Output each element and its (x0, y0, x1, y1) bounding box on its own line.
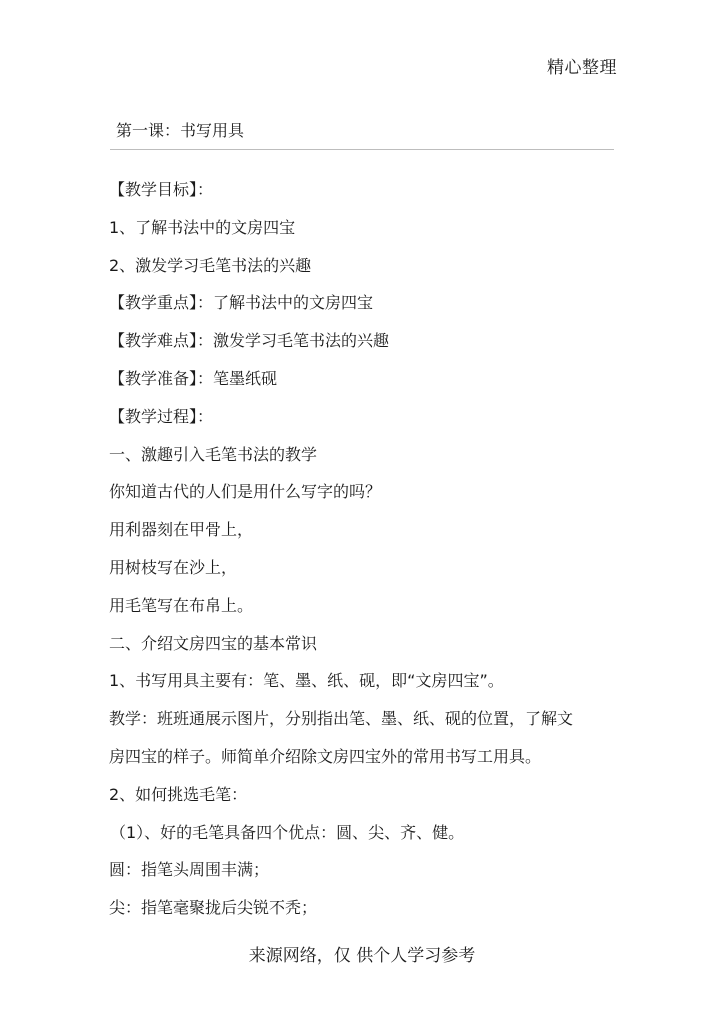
header-mark: 精心整理 (547, 58, 617, 78)
footer-note: 来源网络，仅 供个人学习参考 (248, 946, 476, 966)
preparation: 【教学准备】：笔墨纸砚 (109, 368, 278, 388)
paragraph-line: （1）、好的毛笔具备四个优点：圆、尖、齐、健。 (110, 822, 465, 842)
paragraph-line: 用毛笔写在布帛上。 (109, 595, 254, 615)
key-points: 【教学重点】：了解书法中的文房四宝 (109, 293, 374, 313)
paragraph-line: 1、书写用具主要有：笔、墨、纸、砚，即“文房四宝”。 (109, 671, 504, 691)
paragraph-line: 房四宝的样子。师简单介绍除文房四宝外的常用书写工用具。 (109, 746, 542, 766)
paragraph-line: 你知道古代的人们是用什么写字的吗？ (109, 482, 382, 502)
paragraph-line: 圆：指笔头周围丰满； (109, 860, 270, 880)
difficult-points: 【教学难点】：激发学习毛笔书法的兴趣 (109, 331, 390, 351)
paragraph-line: 用树枝写在沙上， (109, 557, 238, 577)
objective-item: 2、激发学习毛笔书法的兴趣 (109, 255, 312, 275)
lesson-title-block (110, 120, 614, 150)
document-body (109, 171, 619, 927)
paragraph-line: 2、如何挑选毛笔： (109, 784, 248, 804)
section-heading-process: 【教学过程】： (109, 406, 214, 426)
section-heading-objectives: 【教学目标】： (109, 180, 214, 199)
process-step-heading: 二、介绍文房四宝的基本常识 (109, 633, 318, 653)
paragraph-line: 尖：指笔毫聚拢后尖锐不秃； (109, 898, 318, 918)
lesson-title: 第一课：书写用具 (116, 121, 245, 140)
paragraph-line: 用利器刻在甲骨上， (109, 520, 254, 540)
process-step-heading: 一、激趣引入毛笔书法的教学 (109, 444, 318, 464)
objective-item: 1、了解书法中的文房四宝 (109, 217, 296, 237)
paragraph-line: 教学：班班通展示图片，分别指出笔、墨、纸、砚的位置，了解文 (109, 709, 574, 729)
